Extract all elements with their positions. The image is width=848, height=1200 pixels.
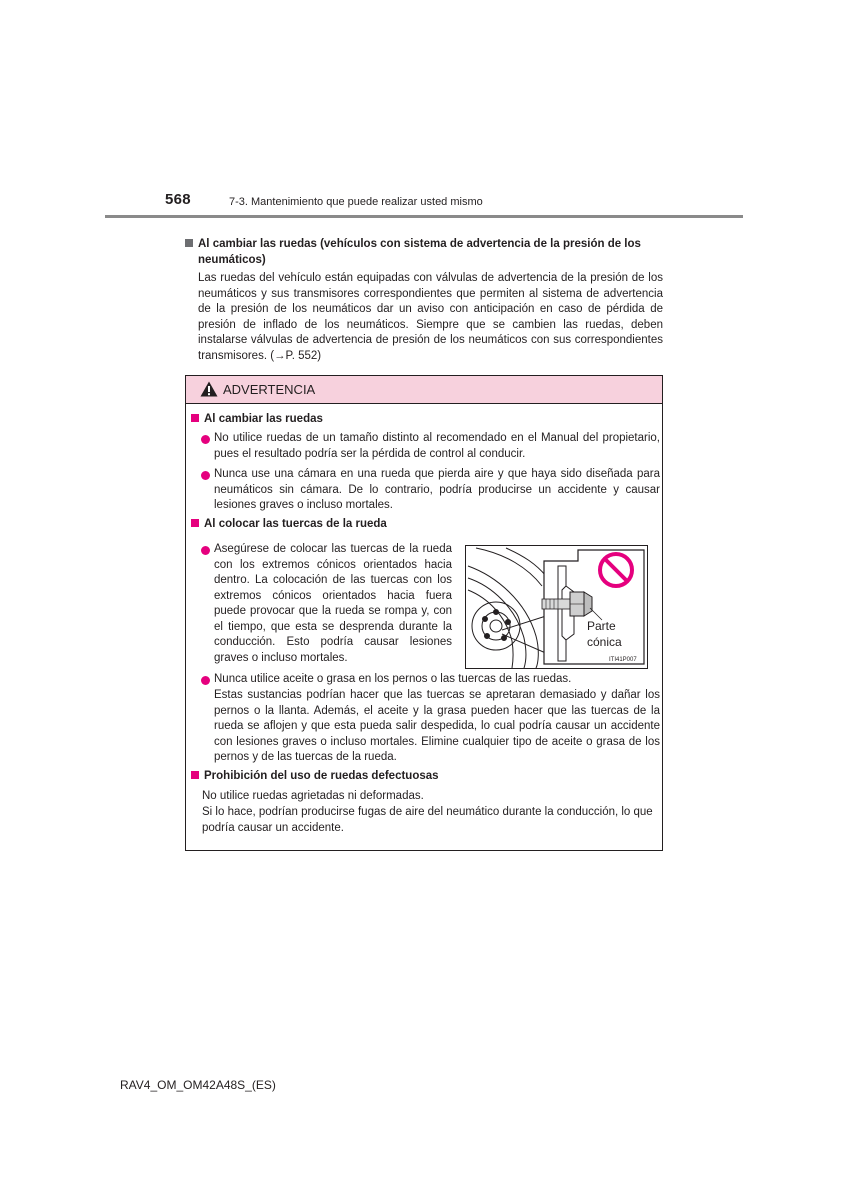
warning-heading-wheel-nuts [191,518,387,530]
section-title: 7-3. Mantenimiento que puede realizar usted mismo [229,196,483,208]
figure-label [587,618,622,650]
warning-triangle-icon [200,381,218,397]
gray-square-icon [185,239,193,247]
page-number: 568 [165,191,191,208]
figure-label-line1: Parte [587,619,616,633]
pink-square-icon [191,771,199,779]
bullet-continuation: Estas sustancias podrían hacer que las tuercas se apretaran demasiado y dañar los pernos o la llanta. Además, el aceite y la grasa pueden hacer que las tuercas de la rueda se aflojen y que esta pueda salir despedida, lo cual podría causar un accidente con lesiones graves o incluso mortales. Elimine cualquier tipo de aceite o grasa de los pernos y de las tuercas de la rueda. [214,689,660,763]
bullet-text: Nunca use una cámara en una rueda que pierda aire y que haya sido diseñada para neumáticos sin cámara. De lo contrario, podría producirse un accidente y causar lesiones graves o incluso mortales. [214,468,660,511]
warning-heading-changing-wheels [191,413,323,425]
bullet-text: Nunca utilice aceite o grasa en los pernos o las tuercas de las ruedas. [214,673,572,685]
header-rule [105,215,743,218]
wheel-nut-figure [465,545,648,669]
intro-heading [185,236,663,268]
pink-square-icon [191,519,199,527]
defective-text-2: Si lo hace, podrían producirse fugas de aire del neumático durante la conducción, lo que podría causar un accidente. [202,806,653,834]
bullet-item [214,542,452,666]
heading-text: Al cambiar las ruedas [204,413,323,425]
figure-code: ITI41P007 [609,657,637,663]
footer-doc-code: RAV4_OM_OM42A48S_(ES) [120,1078,276,1092]
bullet-dot-icon [201,471,210,480]
warning-header [186,376,662,404]
bullet-dot-icon [201,676,210,685]
bullet-item [214,431,660,462]
warning-title: ADVERTENCIA [223,382,316,397]
bullet-item [214,672,660,688]
heading-text: Al colocar las tuercas de la rueda [204,518,387,530]
intro-heading-text: Al cambiar las ruedas (vehículos con sistema de advertencia de la presión de los neumáticos) [198,238,641,266]
bullet-text: Asegúrese de colocar las tuercas de la rueda con los extremos cónicos orientados hacia dentro. La colocación de las tuercas con los extremos cónicos orientados hacia fuera puede provocar que la rueda se rompa y, con el tiempo, que esta se desprenda durante la conducción. Esto podría causar lesiones graves o incluso mortales. [214,543,452,664]
heading-text: Prohibición del uso de ruedas defectuosas [204,770,439,782]
pink-square-icon [191,414,199,422]
bullet-text: No utilice ruedas de un tamaño distinto al recomendado en el Manual del propietario, pues el resultado podría ser la pérdida de control al conducir. [214,432,660,460]
intro-body: Las ruedas del vehículo están equipadas con válvulas de advertencia de la presión de los neumáticos y sus transmisores correspondientes que permiten al sistema de advertencia de la presión de los neumáticos dar un aviso con anticipación en caso de pérdida de presión de inflado de los neumáticos. Siempre que se cambien las ruedas, deben instalarse válvulas de advertencia de presión de los neumáticos con sus correspondientes transmisores. (→P. 552) [198,272,663,362]
bullet-dot-icon [201,435,210,444]
bullet-item [214,467,660,514]
warning-heading-defective-wheels [191,770,439,782]
figure-label-line2: cónica [587,635,622,649]
defective-text-1: No utilice ruedas agrietadas ni deformadas. [202,790,424,802]
intro-section [185,236,663,364]
bullet-dot-icon [201,546,210,555]
